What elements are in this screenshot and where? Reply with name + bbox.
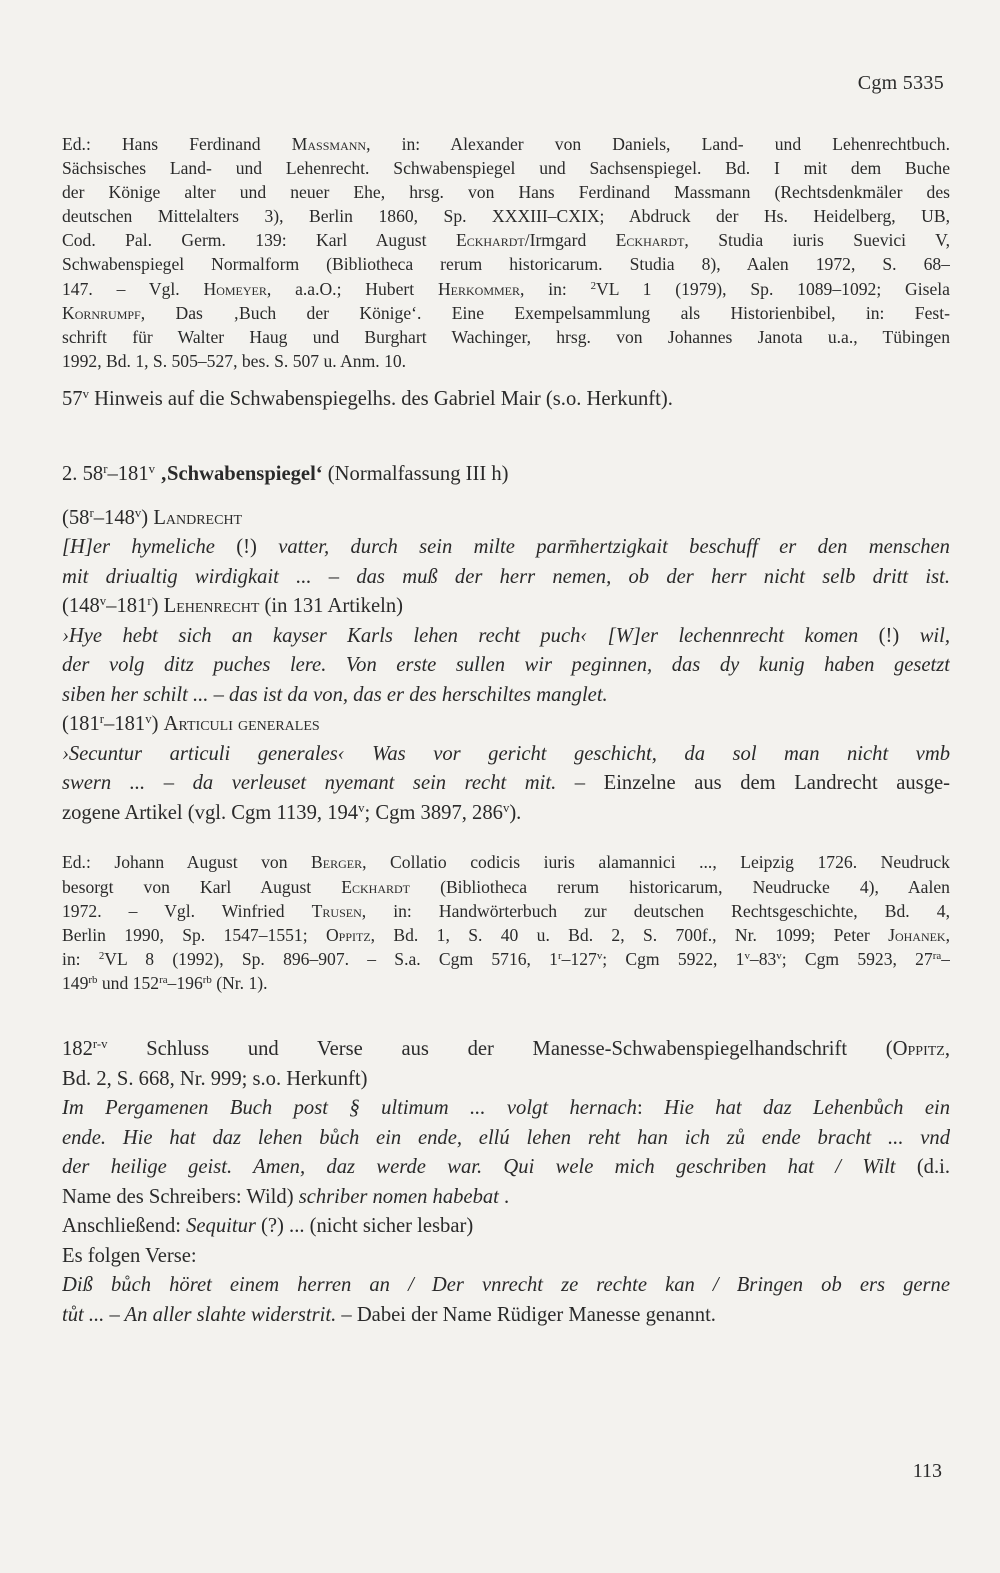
text-line bbox=[62, 325, 950, 349]
italic-quotation: tůt ... – An aller slahte widerstrit. bbox=[62, 1303, 337, 1326]
text-line bbox=[62, 1124, 950, 1154]
text-run: deutschen Mittelalters 3), Berlin 1860, Sp. XXXIII–CXIX; Abdruck der Hs. Heidelberg, UB, bbox=[62, 206, 950, 227]
text-run: Hinweis auf die Schwabenspiegelhs. des Gabriel Mair (s.o. Herkunft). bbox=[88, 387, 673, 410]
small-caps-name: Eckhardt bbox=[455, 230, 525, 251]
text-run: (in 131 Artikeln) bbox=[259, 595, 403, 618]
text-run: ; Cgm 3897, 286 bbox=[364, 801, 503, 824]
text-line bbox=[62, 156, 950, 180]
text-line bbox=[62, 1271, 950, 1301]
superscript: r bbox=[99, 712, 105, 727]
landrecht-lehenrecht-description bbox=[62, 504, 950, 829]
superscript: ra bbox=[932, 949, 942, 962]
text-line bbox=[62, 1035, 950, 1065]
text-line bbox=[62, 947, 950, 971]
text-run: 1972. – Vgl. Winfried bbox=[62, 900, 312, 921]
superscript: rb bbox=[202, 973, 212, 986]
text-run: Schwabenspiegel Normalform (Bibliotheca rerum historicarum. Studia 8), Aalen 1972, S. 68– bbox=[62, 254, 950, 275]
text-run: Bd. 2, S. 668, Nr. 999; s.o. Herkunft) bbox=[62, 1067, 368, 1090]
main-text bbox=[62, 132, 950, 1330]
superscript: v bbox=[82, 386, 89, 401]
text-run: , a.a.O.; Hubert bbox=[266, 278, 438, 299]
text-run: zogene Artikel (vgl. Cgm 1139, 194 bbox=[62, 801, 359, 824]
small-caps-name: Kornrumpf bbox=[62, 302, 141, 323]
superscript: v bbox=[99, 594, 107, 609]
text-run: 2. 58 bbox=[62, 463, 104, 486]
text-run: besorgt von Karl August bbox=[62, 876, 342, 897]
text-run: und 152 bbox=[97, 972, 160, 993]
text-run: (58 bbox=[62, 506, 90, 529]
text-run: VL 8 (1992), Sp. 896–907. – S.a. Cgm 5716, 1 bbox=[104, 948, 558, 969]
small-caps-name: Lehenrecht bbox=[163, 595, 260, 618]
text-run: –127 bbox=[561, 948, 597, 969]
italic-quotation: Diß bůch höret einem herren an / Der vnrecht ze rechte kan / Bringen ob ers gerne bbox=[62, 1274, 950, 1296]
text-run: 182 bbox=[62, 1038, 93, 1060]
italic-quotation: ›Secuntur articuli generales‹ Was vor gericht geschicht, da sol man nicht vmb bbox=[62, 742, 950, 765]
text-run: Ed.: Johann August von bbox=[62, 852, 312, 873]
text-line bbox=[62, 204, 950, 228]
text-run: 1992, Bd. 1, S. 505–527, bes. S. 507 u. Anm. 10. bbox=[62, 350, 407, 371]
small-caps-name: Trusen bbox=[311, 900, 362, 921]
text-line bbox=[62, 252, 950, 276]
text-line bbox=[62, 460, 950, 490]
text-run: VL 1 (1979), Sp. 1089–1092; Gisela bbox=[596, 278, 950, 299]
text-line bbox=[62, 769, 950, 799]
text-line bbox=[62, 1065, 950, 1095]
text-run: – Dabei der Name Rüdiger Manesse genannt. bbox=[336, 1303, 716, 1326]
superscript: v bbox=[148, 462, 156, 477]
italic-quotation: siben her schilt ... – das ist da von, das er des herschiltes manglet. bbox=[62, 683, 608, 706]
text-run: Schluss und Verse aus der Manesse-Schwabenspiegelhandschrift ( bbox=[107, 1038, 893, 1060]
running-head-shelfmark: Cgm 5335 bbox=[857, 72, 944, 94]
text-line bbox=[62, 1242, 950, 1272]
text-run: , in: bbox=[520, 278, 591, 299]
text-run: : bbox=[636, 1097, 665, 1119]
text-line bbox=[62, 1094, 950, 1124]
note-folio-182 bbox=[62, 1035, 950, 1330]
text-run: Name des Schreibers: Wild) bbox=[62, 1185, 299, 1208]
text-run: –148 bbox=[93, 506, 135, 529]
note-folio-57 bbox=[62, 385, 950, 415]
small-caps-name: Massmann bbox=[291, 134, 367, 154]
italic-quotation: ›Hye hebt sich an kayser Karls lehen recht puch‹ [W]er lechennrecht komen bbox=[62, 624, 859, 647]
superscript: v bbox=[744, 949, 750, 962]
text-run: in: bbox=[62, 948, 99, 969]
text-line bbox=[62, 681, 950, 711]
small-caps-name: Eckhardt bbox=[615, 230, 685, 251]
text-line bbox=[62, 228, 950, 252]
text-run: –181 bbox=[107, 463, 149, 486]
italic-quotation: der volg ditz puches lere. Von erste sullen wir peginnen, das dy kunig haben gesetzt bbox=[62, 654, 950, 677]
superscript: r-v bbox=[92, 1036, 108, 1051]
text-run: Ed.: Hans Ferdinand bbox=[62, 134, 292, 154]
italic-quotation: Im Pergamenen Buch post § ultimum ... volgt hernach bbox=[62, 1097, 637, 1119]
superscript: rb bbox=[88, 973, 98, 986]
small-caps-name: Johanek bbox=[888, 924, 946, 945]
text-run: (d.i. bbox=[895, 1156, 950, 1178]
edition-references bbox=[62, 132, 950, 373]
superscript: r bbox=[557, 949, 562, 962]
section-heading-schwabenspiegel bbox=[62, 460, 950, 490]
text-run: Berlin 1990, Sp. 1547–1551; bbox=[62, 924, 326, 945]
text-run: –196 bbox=[167, 972, 203, 993]
text-line bbox=[62, 799, 950, 829]
superscript: 2 bbox=[590, 279, 597, 292]
edition-references-2 bbox=[62, 850, 950, 995]
text-run: –83 bbox=[749, 948, 777, 969]
text-line bbox=[62, 1301, 950, 1331]
text-run: (!) bbox=[858, 624, 920, 647]
text-run: (?) ... (nicht sicher lesbar) bbox=[255, 1215, 474, 1237]
text-run: , Collatio codicis iuris alamannici ..., Leipzig 1726. Neudruck bbox=[362, 852, 950, 873]
superscript: r bbox=[89, 505, 94, 520]
text-line bbox=[62, 622, 950, 652]
text-run: (Nr. 1). bbox=[211, 972, 268, 993]
text-run: (181 bbox=[62, 713, 100, 736]
text-run: , in: Handwörterbuch zur deutschen Rechtsgeschichte, Bd. 4, bbox=[361, 900, 950, 921]
italic-quotation: wil, bbox=[919, 624, 950, 647]
superscript: r bbox=[103, 462, 108, 477]
text-run: –181 bbox=[104, 713, 146, 736]
text-run: /Irmgard bbox=[524, 230, 616, 251]
small-caps-name: Oppitz bbox=[325, 924, 371, 945]
text-run: , Das ‚Buch der Könige‘. Eine Exempelsammlung als Historienbibel, in: Fest- bbox=[140, 302, 950, 323]
superscript: r bbox=[147, 594, 152, 609]
text-run: – Einzelne aus dem Landrecht ausge- bbox=[556, 772, 950, 795]
text-line bbox=[62, 385, 950, 415]
text-line bbox=[62, 301, 950, 325]
text-line bbox=[62, 277, 950, 301]
text-run: –181 bbox=[106, 595, 148, 618]
text-line bbox=[62, 132, 950, 156]
text-line bbox=[62, 533, 950, 563]
italic-quotation: ende. Hie hat daz lehen bůch ein ende, ellú lehen reht han ich zů ende bracht ... vnd bbox=[62, 1126, 950, 1149]
italic-quotation: der heilige geist. Amen, daz werde war. Qui wele mich geschriben hat / Wilt bbox=[62, 1156, 896, 1178]
page-number: 113 bbox=[912, 1460, 942, 1482]
text-run: , Bd. 1, S. 40 u. Bd. 2, S. 700f., Nr. 1099; Peter bbox=[370, 924, 889, 945]
superscript: v bbox=[145, 712, 152, 727]
text-line bbox=[62, 1183, 950, 1213]
text-run: 147. – Vgl. bbox=[62, 278, 204, 299]
superscript: v bbox=[776, 949, 782, 962]
text-line bbox=[62, 1153, 950, 1183]
text-run: 149 bbox=[62, 972, 89, 993]
superscript: 2 bbox=[98, 949, 105, 962]
text-run: der Könige alter und neuer Ehe, hrsg. von Hans Ferdinand Massmann (Rechtsdenkmäler des bbox=[62, 182, 950, 203]
text-run: ‚Schwabenspiegel‘ bbox=[160, 463, 323, 486]
italic-quotation: Sequitur bbox=[186, 1215, 256, 1237]
text-line bbox=[62, 349, 950, 373]
text-run: Cod. Pal. Germ. 139: Karl August bbox=[62, 230, 456, 251]
text-run: ) bbox=[141, 506, 154, 529]
small-caps-name: Eckhardt bbox=[341, 876, 411, 897]
italic-quotation: vatter, durch sein milte parm̄hertzigkait beschuff er den menschen bbox=[278, 536, 950, 559]
text-run: . bbox=[498, 1185, 510, 1208]
small-caps-name: Articuli generales bbox=[163, 713, 320, 736]
text-line bbox=[62, 651, 950, 681]
text-run: , bbox=[944, 1038, 950, 1060]
text-line bbox=[62, 180, 950, 204]
text-run: , bbox=[945, 924, 950, 945]
text-run: Sächsisches Land- und Lehenrecht. Schwabenspiegel und Sachsenspiegel. Bd. I mit dem Buche bbox=[62, 158, 950, 179]
italic-quotation: schriber nomen habebat bbox=[298, 1185, 499, 1208]
text-line bbox=[62, 592, 950, 622]
superscript: ra bbox=[159, 973, 168, 986]
text-line bbox=[62, 899, 950, 923]
text-run: , Studia iuris Suevici V, bbox=[684, 230, 950, 251]
small-caps-name: Oppitz bbox=[892, 1038, 945, 1060]
text-line bbox=[62, 923, 950, 947]
text-line bbox=[62, 875, 950, 899]
superscript: v bbox=[358, 800, 365, 815]
italic-quotation: [H]er hymeliche bbox=[62, 536, 215, 559]
text-line bbox=[62, 850, 950, 874]
text-run: schrift für Walter Haug und Burghart Wachinger, hrsg. von Johannes Janota u.a., Tübingen bbox=[62, 326, 950, 347]
text-line bbox=[62, 740, 950, 770]
text-run: ; Cgm 5922, 1 bbox=[602, 948, 745, 969]
superscript: v bbox=[596, 949, 603, 962]
text-line bbox=[62, 563, 950, 593]
text-line bbox=[62, 504, 950, 534]
text-run: Es folgen Verse: bbox=[62, 1244, 197, 1267]
text-line bbox=[62, 1212, 950, 1242]
text-run: (Bibliotheca rerum historicarum, Neudrucke 4), Aalen bbox=[410, 876, 950, 897]
small-caps-name: Herkommer bbox=[437, 278, 520, 299]
text-run: ). bbox=[509, 801, 522, 824]
text-run: ) bbox=[151, 595, 164, 618]
text-line bbox=[62, 971, 950, 995]
text-run: (148 bbox=[62, 595, 100, 618]
small-caps-name: Landrecht bbox=[153, 506, 243, 529]
text-run: ; Cgm 5923, 27 bbox=[781, 948, 933, 969]
text-run: ) bbox=[151, 713, 164, 736]
text-run: – bbox=[941, 948, 950, 969]
text-run: (Normalfassung III h) bbox=[322, 463, 509, 486]
text-run: (!) bbox=[214, 536, 279, 559]
italic-quotation: swern ... – da verleuset nyemant sein recht mit. bbox=[62, 772, 557, 795]
small-caps-name: Homeyer bbox=[203, 278, 267, 299]
italic-quotation: mit driualtig wirdigkait ... – das muß der herr nemen, ob der herr nicht selb dritt ist. bbox=[62, 565, 950, 588]
text-run: , in: Alexander von Daniels, Land- und Lehenrechtbuch. bbox=[366, 134, 950, 154]
text-line bbox=[62, 710, 950, 740]
text-run: 57 bbox=[62, 387, 83, 410]
small-caps-name: Berger bbox=[311, 852, 363, 873]
text-run: Anschließend: bbox=[62, 1215, 187, 1237]
italic-quotation: Hie hat daz Lehenbůch ein bbox=[664, 1097, 950, 1119]
superscript: v bbox=[134, 505, 142, 520]
superscript: v bbox=[502, 800, 510, 815]
